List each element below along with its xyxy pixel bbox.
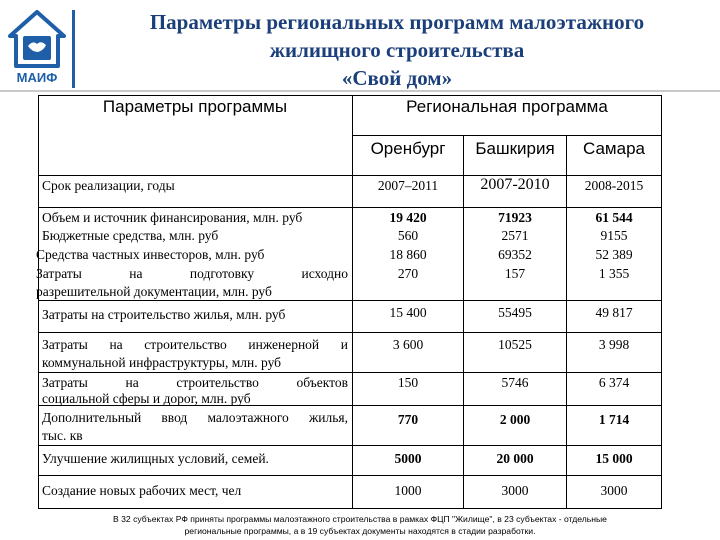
- row-private-orenburg: 18 860: [389, 247, 427, 262]
- row-docs-bashkiria: 157: [504, 266, 526, 281]
- row-jobs-samara: 3000: [600, 483, 628, 498]
- row-housing-samara: 49 817: [595, 305, 633, 320]
- row-extra-housing-label-2: тыс. кв: [42, 428, 83, 443]
- row-infra-label-1: Затраты на строительство инженерной и: [42, 337, 348, 352]
- row-housing-orenburg: 15 400: [389, 305, 427, 320]
- row-infra-orenburg: 3 600: [392, 337, 424, 352]
- footnote: [40, 513, 680, 537]
- row-budget-samara: 9155: [600, 228, 628, 243]
- row-social-label-2: социальной сферы и дорог, млн. руб: [42, 391, 251, 406]
- page-title: [82, 8, 712, 92]
- logo-text: МАИФ: [16, 70, 58, 85]
- row-period-bashkiria: 2007-2010: [480, 177, 550, 193]
- row-period-orenburg: 2007–2011: [377, 178, 439, 193]
- header-region-bashkiria: Башкирия: [475, 139, 555, 158]
- header-parameters: Параметры программы: [102, 97, 288, 116]
- row-funding-orenburg: 19 420: [389, 210, 427, 225]
- row-social-samara: 6 374: [598, 375, 630, 390]
- row-housing-bashkiria: 55495: [498, 305, 532, 320]
- row-docs-label-1: Затраты на подготовку исходно: [36, 266, 348, 281]
- header-region-samara: Самара: [583, 139, 645, 158]
- row-extra-housing-samara: 1 714: [598, 412, 630, 427]
- row-budget-orenburg: 560: [397, 228, 419, 243]
- row-private-label: Средства частных инвесторов, млн. руб: [36, 247, 265, 262]
- header-divider: [0, 90, 720, 92]
- row-extra-housing-orenburg: 770: [397, 412, 419, 427]
- row-families-orenburg: 5000: [394, 451, 422, 466]
- row-period-label: Срок реализации, годы: [42, 178, 175, 193]
- title-line-2: жилищного строительства: [269, 38, 525, 62]
- title-line-3: «Свой дом»: [341, 66, 453, 90]
- row-docs-orenburg: 270: [397, 266, 419, 281]
- row-infra-samara: 3 998: [598, 337, 630, 352]
- row-docs-samara: 1 355: [598, 266, 630, 281]
- row-funding-label: Объем и источник финансирования, млн. руб: [42, 210, 303, 225]
- logo-divider: [72, 10, 75, 88]
- row-period-samara: 2008-2015: [584, 178, 644, 193]
- row-jobs-orenburg: 1000: [394, 483, 422, 498]
- row-jobs-bashkiria: 3000: [501, 483, 529, 498]
- logo: [6, 8, 68, 88]
- row-extra-housing-label-1: Дополнительный ввод малоэтажного жилья,: [42, 410, 348, 425]
- row-social-bashkiria: 5746: [501, 375, 529, 390]
- row-funding-bashkiria: 71923: [498, 210, 532, 225]
- row-social-orenburg: 150: [397, 375, 419, 390]
- title-line-1: Параметры региональных программ малоэтажного: [149, 10, 645, 34]
- row-families-samara: 15 000: [595, 451, 633, 466]
- house-logo-icon: [6, 8, 68, 88]
- footnote-line-1: В 32 субъектах РФ приняты программы малоэтажного строительства в рамках ФЦП "Жилище", в 23 субъектах - отдельные: [113, 514, 607, 524]
- row-families-bashkiria: 20 000: [496, 451, 534, 466]
- row-budget-bashkiria: 2571: [501, 228, 529, 243]
- header-regional-program: Региональная программа: [406, 97, 608, 116]
- row-housing-label: Затраты на строительство жилья, млн. руб: [42, 307, 286, 322]
- row-docs-label-2: разрешительной документации, млн. руб: [36, 284, 272, 299]
- row-jobs-label: Создание новых рабочих мест, чел: [42, 483, 242, 498]
- row-social-label-1: Затраты на строительство объектов: [42, 375, 348, 390]
- row-extra-housing-bashkiria: 2 000: [499, 412, 531, 427]
- row-families-label: Улучшение жилищных условий, семей.: [42, 451, 269, 466]
- footnote-line-2: региональные программы, а в 19 субъектах документы находятся в стадии разработки.: [184, 526, 536, 536]
- row-infra-bashkiria: 10525: [498, 337, 532, 352]
- row-private-bashkiria: 69352: [498, 247, 532, 262]
- row-funding-samara: 61 544: [595, 210, 633, 225]
- row-budget-label: Бюджетные средства, млн. руб: [42, 228, 219, 243]
- header-region-orenburg: Оренбург: [370, 139, 446, 158]
- row-infra-label-2: коммунальной инфраструктуры, млн. руб: [42, 355, 282, 370]
- row-private-samara: 52 389: [595, 247, 633, 262]
